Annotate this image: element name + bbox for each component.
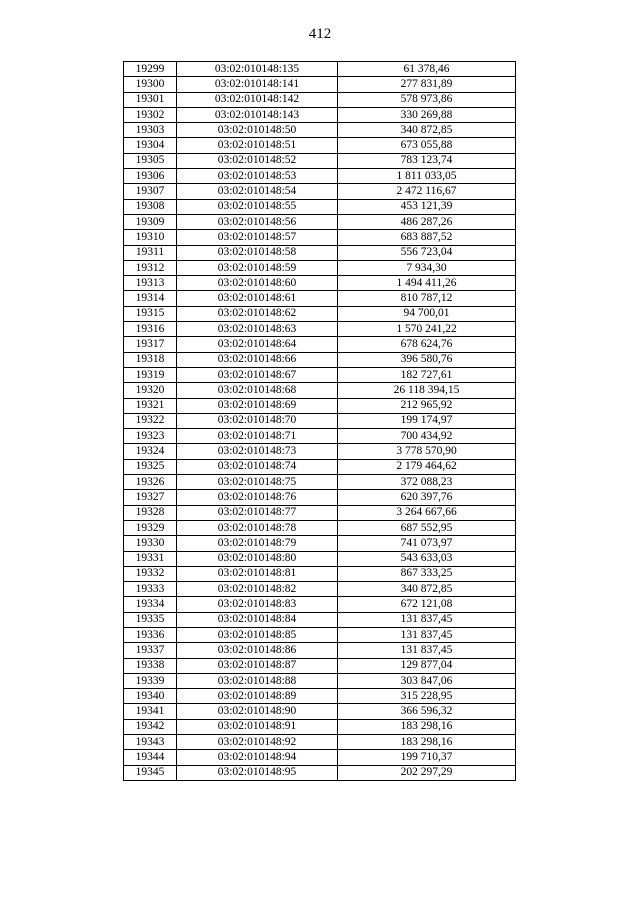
cadastral-number-cell: 03:02:010148:90	[177, 704, 338, 719]
row-number-cell: 19319	[124, 367, 177, 382]
value-cell: 26 118 394,15	[338, 383, 516, 398]
cadastral-number-cell: 03:02:010148:86	[177, 643, 338, 658]
table-row	[124, 750, 516, 765]
row-number-cell: 19320	[124, 383, 177, 398]
row-number-cell: 19318	[124, 352, 177, 367]
cadastral-number-cell: 03:02:010148:54	[177, 184, 338, 199]
cadastral-number-cell: 03:02:010148:92	[177, 735, 338, 750]
table-row	[124, 77, 516, 92]
cadastral-number-cell: 03:02:010148:79	[177, 536, 338, 551]
value-cell: 131 837,45	[338, 643, 516, 658]
value-cell: 741 073,97	[338, 536, 516, 551]
row-number-cell: 19312	[124, 260, 177, 275]
row-number-cell: 19299	[124, 62, 177, 77]
table-row	[124, 429, 516, 444]
row-number-cell: 19323	[124, 429, 177, 444]
cadastral-number-cell: 03:02:010148:95	[177, 765, 338, 780]
table-row	[124, 597, 516, 612]
value-cell: 683 887,52	[338, 230, 516, 245]
value-cell: 315 228,95	[338, 689, 516, 704]
row-number-cell: 19314	[124, 291, 177, 306]
table-row	[124, 627, 516, 642]
value-cell: 2 472 116,67	[338, 184, 516, 199]
table-row	[124, 475, 516, 490]
value-cell: 810 787,12	[338, 291, 516, 306]
table-row	[124, 505, 516, 520]
cadastral-number-cell: 03:02:010148:55	[177, 199, 338, 214]
value-cell: 340 872,85	[338, 582, 516, 597]
value-cell: 131 837,45	[338, 627, 516, 642]
cadastral-number-cell: 03:02:010148:57	[177, 230, 338, 245]
row-number-cell: 19301	[124, 92, 177, 107]
value-cell: 277 831,89	[338, 77, 516, 92]
cadastral-number-cell: 03:02:010148:77	[177, 505, 338, 520]
cadastral-number-cell: 03:02:010148:135	[177, 62, 338, 77]
cadastral-number-cell: 03:02:010148:56	[177, 214, 338, 229]
cadastral-number-cell: 03:02:010148:142	[177, 92, 338, 107]
value-cell: 199 710,37	[338, 750, 516, 765]
cadastral-number-cell: 03:02:010148:68	[177, 383, 338, 398]
value-cell: 366 596,32	[338, 704, 516, 719]
table-row	[124, 214, 516, 229]
cadastral-number-cell: 03:02:010148:53	[177, 169, 338, 184]
value-cell: 7 934,30	[338, 260, 516, 275]
page-number: 412	[308, 26, 332, 42]
row-number-cell: 19335	[124, 612, 177, 627]
value-cell: 330 269,88	[338, 107, 516, 122]
table-row	[124, 735, 516, 750]
cadastral-number-cell: 03:02:010148:62	[177, 306, 338, 321]
value-cell: 199 174,97	[338, 413, 516, 428]
value-cell: 396 580,76	[338, 352, 516, 367]
value-cell: 620 397,76	[338, 490, 516, 505]
table-row	[124, 169, 516, 184]
row-number-cell: 19321	[124, 398, 177, 413]
table-row	[124, 413, 516, 428]
cadastral-number-cell: 03:02:010148:51	[177, 138, 338, 153]
table-row	[124, 444, 516, 459]
value-cell: 340 872,85	[338, 123, 516, 138]
row-number-cell: 19306	[124, 169, 177, 184]
cadastral-number-cell: 03:02:010148:71	[177, 429, 338, 444]
value-cell: 1 811 033,05	[338, 169, 516, 184]
table-row	[124, 291, 516, 306]
table-row	[124, 612, 516, 627]
value-cell: 202 297,29	[338, 765, 516, 780]
cadastral-number-cell: 03:02:010148:80	[177, 551, 338, 566]
cadastral-number-cell: 03:02:010148:84	[177, 612, 338, 627]
row-number-cell: 19311	[124, 245, 177, 260]
table-row	[124, 62, 516, 77]
table-row	[124, 230, 516, 245]
value-cell: 578 973,86	[338, 92, 516, 107]
cadastral-number-cell: 03:02:010148:76	[177, 490, 338, 505]
row-number-cell: 19317	[124, 337, 177, 352]
cadastral-number-cell: 03:02:010148:85	[177, 627, 338, 642]
cadastral-number-cell: 03:02:010148:143	[177, 107, 338, 122]
cadastral-number-cell: 03:02:010148:81	[177, 566, 338, 581]
row-number-cell: 19304	[124, 138, 177, 153]
row-number-cell: 19300	[124, 77, 177, 92]
value-cell: 453 121,39	[338, 199, 516, 214]
value-cell: 372 088,23	[338, 475, 516, 490]
cadastral-number-cell: 03:02:010148:94	[177, 750, 338, 765]
cadastral-number-cell: 03:02:010148:58	[177, 245, 338, 260]
table-row	[124, 123, 516, 138]
value-cell: 556 723,04	[338, 245, 516, 260]
value-cell: 183 298,16	[338, 735, 516, 750]
row-number-cell: 19326	[124, 475, 177, 490]
cadastral-number-cell: 03:02:010148:91	[177, 719, 338, 734]
value-cell: 678 624,76	[338, 337, 516, 352]
cadastral-number-cell: 03:02:010148:64	[177, 337, 338, 352]
table-row	[124, 153, 516, 168]
cadastral-number-cell: 03:02:010148:78	[177, 520, 338, 535]
value-cell: 1 494 411,26	[338, 276, 516, 291]
row-number-cell: 19334	[124, 597, 177, 612]
table-row	[124, 199, 516, 214]
table-row	[124, 566, 516, 581]
table-row	[124, 337, 516, 352]
row-number-cell: 19309	[124, 214, 177, 229]
row-number-cell: 19315	[124, 306, 177, 321]
value-cell: 212 965,92	[338, 398, 516, 413]
table-row	[124, 276, 516, 291]
table-row	[124, 367, 516, 382]
value-cell: 672 121,08	[338, 597, 516, 612]
value-cell: 61 378,46	[338, 62, 516, 77]
table-row	[124, 138, 516, 153]
row-number-cell: 19328	[124, 505, 177, 520]
value-cell: 183 298,16	[338, 719, 516, 734]
cadastral-number-cell: 03:02:010148:69	[177, 398, 338, 413]
cadastral-number-cell: 03:02:010148:60	[177, 276, 338, 291]
value-cell: 2 179 464,62	[338, 459, 516, 474]
row-number-cell: 19340	[124, 689, 177, 704]
table-row	[124, 184, 516, 199]
table-body	[124, 62, 516, 781]
row-number-cell: 19325	[124, 459, 177, 474]
table-row	[124, 306, 516, 321]
value-cell: 3 778 570,90	[338, 444, 516, 459]
value-cell: 783 123,74	[338, 153, 516, 168]
row-number-cell: 19302	[124, 107, 177, 122]
table-row	[124, 704, 516, 719]
table-row	[124, 92, 516, 107]
value-cell: 1 570 241,22	[338, 322, 516, 337]
row-number-cell: 19303	[124, 123, 177, 138]
row-number-cell: 19305	[124, 153, 177, 168]
cadastral-number-cell: 03:02:010148:74	[177, 459, 338, 474]
row-number-cell: 19329	[124, 520, 177, 535]
value-cell: 543 633,03	[338, 551, 516, 566]
cadastral-number-cell: 03:02:010148:75	[177, 475, 338, 490]
cadastral-number-cell: 03:02:010148:141	[177, 77, 338, 92]
row-number-cell: 19316	[124, 322, 177, 337]
table-row	[124, 352, 516, 367]
row-number-cell: 19336	[124, 627, 177, 642]
value-cell: 3 264 667,66	[338, 505, 516, 520]
table-row	[124, 582, 516, 597]
value-cell: 486 287,26	[338, 214, 516, 229]
table-row	[124, 551, 516, 566]
table-row	[124, 260, 516, 275]
value-cell: 673 055,88	[338, 138, 516, 153]
row-number-cell: 19338	[124, 658, 177, 673]
row-number-cell: 19322	[124, 413, 177, 428]
table-row	[124, 536, 516, 551]
table-row	[124, 689, 516, 704]
cadastral-number-cell: 03:02:010148:83	[177, 597, 338, 612]
cadastral-number-cell: 03:02:010148:61	[177, 291, 338, 306]
row-number-cell: 19308	[124, 199, 177, 214]
row-number-cell: 19324	[124, 444, 177, 459]
cadastral-number-cell: 03:02:010148:50	[177, 123, 338, 138]
table-row	[124, 107, 516, 122]
table-row	[124, 322, 516, 337]
value-cell: 182 727,61	[338, 367, 516, 382]
row-number-cell: 19337	[124, 643, 177, 658]
table-row	[124, 459, 516, 474]
value-cell: 687 552,95	[338, 520, 516, 535]
cadastral-number-cell: 03:02:010148:59	[177, 260, 338, 275]
cadastral-number-cell: 03:02:010148:82	[177, 582, 338, 597]
row-number-cell: 19342	[124, 719, 177, 734]
table-row	[124, 658, 516, 673]
cadastral-number-cell: 03:02:010148:67	[177, 367, 338, 382]
row-number-cell: 19327	[124, 490, 177, 505]
row-number-cell: 19345	[124, 765, 177, 780]
row-number-cell: 19339	[124, 673, 177, 688]
table-row	[124, 520, 516, 535]
row-number-cell: 19332	[124, 566, 177, 581]
row-number-cell: 19313	[124, 276, 177, 291]
row-number-cell: 19344	[124, 750, 177, 765]
row-number-cell: 19331	[124, 551, 177, 566]
table-row	[124, 673, 516, 688]
cadastral-value-table	[123, 61, 516, 781]
value-cell: 867 333,25	[338, 566, 516, 581]
table-row	[124, 383, 516, 398]
cadastral-number-cell: 03:02:010148:70	[177, 413, 338, 428]
value-cell: 303 847,06	[338, 673, 516, 688]
row-number-cell: 19343	[124, 735, 177, 750]
value-cell: 94 700,01	[338, 306, 516, 321]
table-row	[124, 719, 516, 734]
value-cell: 129 877,04	[338, 658, 516, 673]
table-row	[124, 765, 516, 780]
cadastral-number-cell: 03:02:010148:88	[177, 673, 338, 688]
table-row	[124, 398, 516, 413]
cadastral-number-cell: 03:02:010148:52	[177, 153, 338, 168]
table-row	[124, 490, 516, 505]
cadastral-number-cell: 03:02:010148:63	[177, 322, 338, 337]
cadastral-number-cell: 03:02:010148:89	[177, 689, 338, 704]
cadastral-number-cell: 03:02:010148:66	[177, 352, 338, 367]
cadastral-number-cell: 03:02:010148:73	[177, 444, 338, 459]
row-number-cell: 19341	[124, 704, 177, 719]
table-row	[124, 643, 516, 658]
cadastral-number-cell: 03:02:010148:87	[177, 658, 338, 673]
value-cell: 700 434,92	[338, 429, 516, 444]
row-number-cell: 19330	[124, 536, 177, 551]
row-number-cell: 19333	[124, 582, 177, 597]
row-number-cell: 19310	[124, 230, 177, 245]
row-number-cell: 19307	[124, 184, 177, 199]
table-row	[124, 245, 516, 260]
value-cell: 131 837,45	[338, 612, 516, 627]
